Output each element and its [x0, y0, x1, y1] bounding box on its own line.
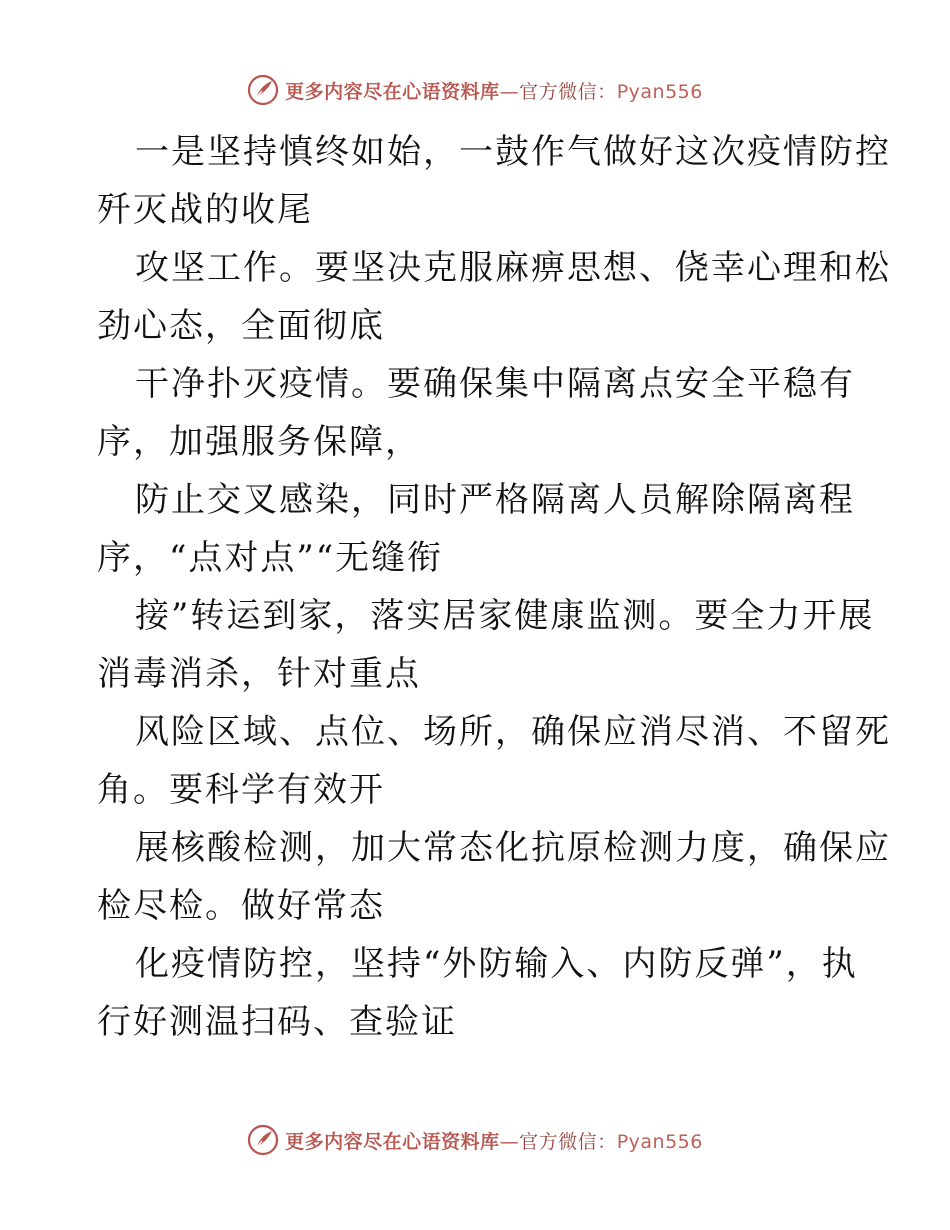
document-line: 一是坚持慎终如始，一鼓作气做好这次疫情防控 — [135, 132, 891, 172]
watermark-separator: — — [499, 80, 520, 103]
watermark-text — [285, 77, 703, 104]
document-line: 展核酸检测，加大常态化抗原检测力度，确保应 — [135, 828, 891, 868]
document-line: 检尽检。做好常态 — [97, 886, 385, 926]
header-watermark — [0, 70, 950, 110]
document-line: 歼灭战的收尾 — [97, 190, 313, 230]
watermark-text — [285, 1127, 703, 1154]
document-line: 防止交叉感染，同时严格隔离人员解除隔离程 — [135, 480, 855, 520]
feather-pen-logo-icon — [247, 74, 279, 106]
watermark-separator: — — [499, 1130, 520, 1153]
document-line: 消毒消杀，针对重点 — [97, 654, 421, 694]
document-line: 行好测温扫码、查验证 — [97, 1002, 457, 1042]
document-line: 接”转运到家，落实居家健康监测。要全力开展 — [135, 596, 875, 636]
document-line: 序，“点对点”“无缝衔 — [97, 538, 444, 578]
document-line: 角。要科学有效开 — [97, 770, 385, 810]
watermark-main: 更多内容尽在心语资料库 — [285, 1130, 500, 1153]
feather-pen-logo-icon — [247, 1124, 279, 1156]
watermark-wechat-label: 官方微信： — [519, 1130, 617, 1153]
document-line: 化疫情防控，坚持“外防输入、内防反弹”，执 — [135, 944, 858, 984]
document-line: 序，加强服务保障， — [97, 422, 421, 462]
document-body — [97, 123, 891, 1051]
footer-watermark — [0, 1120, 950, 1160]
document-line: 攻坚工作。要坚决克服麻痹思想、侥幸心理和松 — [135, 248, 891, 288]
watermark-wechat-id: Pyan556 — [616, 1130, 703, 1153]
watermark-main: 更多内容尽在心语资料库 — [285, 80, 500, 103]
document-line: 风险区域、点位、场所，确保应消尽消、不留死 — [135, 712, 891, 752]
document-line: 干净扑灭疫情。要确保集中隔离点安全平稳有 — [135, 364, 855, 404]
watermark-wechat-id: Pyan556 — [616, 80, 703, 103]
watermark-wechat-label: 官方微信： — [519, 80, 617, 103]
document-line: 劲心态，全面彻底 — [97, 306, 385, 346]
